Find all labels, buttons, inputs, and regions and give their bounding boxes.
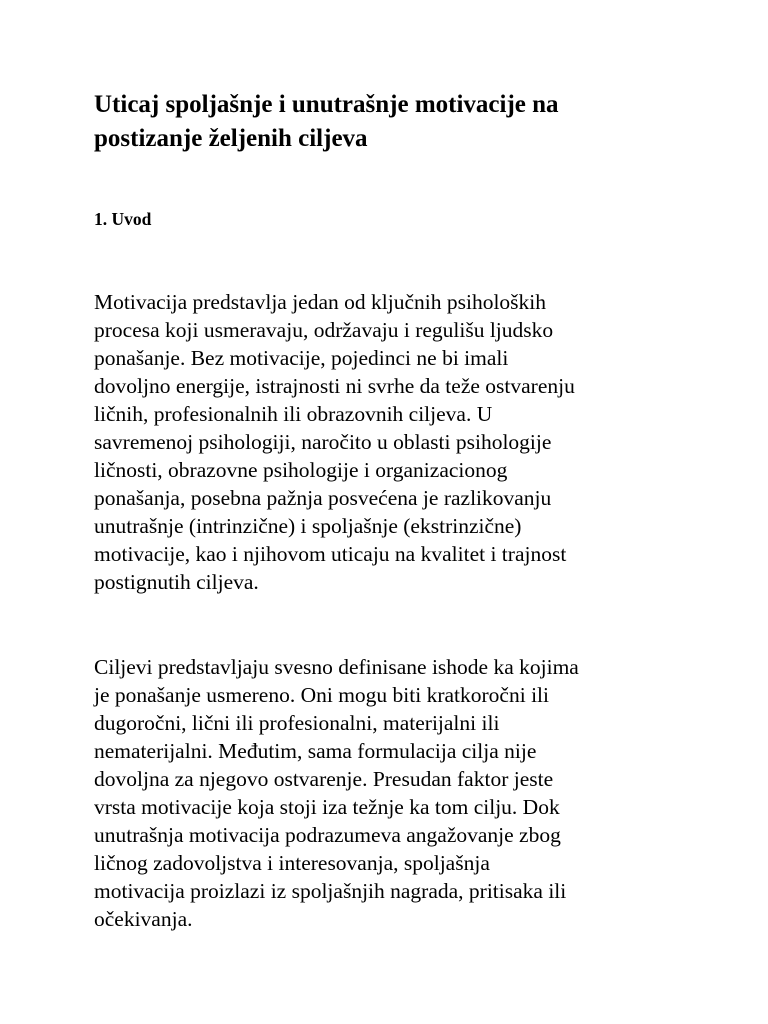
paragraph-line: unutrašnje (intrinzične) i spoljašnje (ekstrinzične) — [94, 514, 522, 538]
title-line: Uticaj spoljašnje i unutrašnje motivacije na — [94, 91, 559, 118]
paragraph-line: dugoročni, lični ili profesionalni, materijalni ili — [94, 711, 500, 735]
paragraph-line: dovoljno energije, istrajnosti ni svrhe da teže ostvarenju — [94, 374, 575, 398]
document-title — [94, 88, 734, 156]
paragraph-line: ličnosti, obrazovne psihologije i organizacionog — [94, 458, 508, 482]
paragraph-line: je ponašanje usmereno. Oni mogu biti kratkoročni ili — [94, 683, 549, 707]
section-heading: 1. Uvod — [94, 209, 152, 229]
paragraph-line: procesa koji usmeravaju, održavaju i regulišu ljudsko — [94, 318, 554, 342]
paragraph-line: postignutih ciljeva. — [94, 570, 259, 594]
title-line: postizanje željenih ciljeva — [94, 125, 368, 152]
paragraph-line: očekivanja. — [94, 907, 193, 931]
paragraph-line: ličnih, profesionalnih ili obrazovnih ciljeva. U — [94, 402, 493, 426]
paragraph-line: ponašanja, posebna pažnja posvećena je razlikovanju — [94, 486, 552, 510]
paragraph-line: motivacija proizlazi iz spoljašnjih nagrada, pritisaka ili — [94, 879, 567, 903]
paragraph-line: unutrašnja motivacija podrazumeva angažovanje zbog — [94, 823, 561, 847]
paragraph-line: motivacije, kao i njihovom uticaju na kvalitet i trajnost — [94, 542, 567, 566]
paragraph-goals — [94, 653, 694, 933]
paragraph-line: nematerijalni. Međutim, sama formulacija cilja nije — [94, 739, 537, 763]
paragraph-line: dovoljna za njegovo ostvarenje. Presudan faktor jeste — [94, 767, 554, 791]
paragraph-line: vrsta motivacije koja stoji iza težnje ka tom cilju. Dok — [94, 795, 560, 819]
paragraph-intro — [94, 288, 694, 596]
paragraph-line: Ciljevi predstavljaju svesno definisane ishode ka kojima — [94, 655, 579, 679]
paragraph-line: ličnog zadovoljstva i interesovanja, spoljašnja — [94, 851, 490, 875]
paragraph-line: Motivacija predstavlja jedan od ključnih psiholoških — [94, 290, 547, 314]
paragraph-line: savremenoj psihologiji, naročito u oblasti psihologije — [94, 430, 552, 454]
paragraph-line: ponašanje. Bez motivacije, pojedinci ne bi imali — [94, 346, 509, 370]
